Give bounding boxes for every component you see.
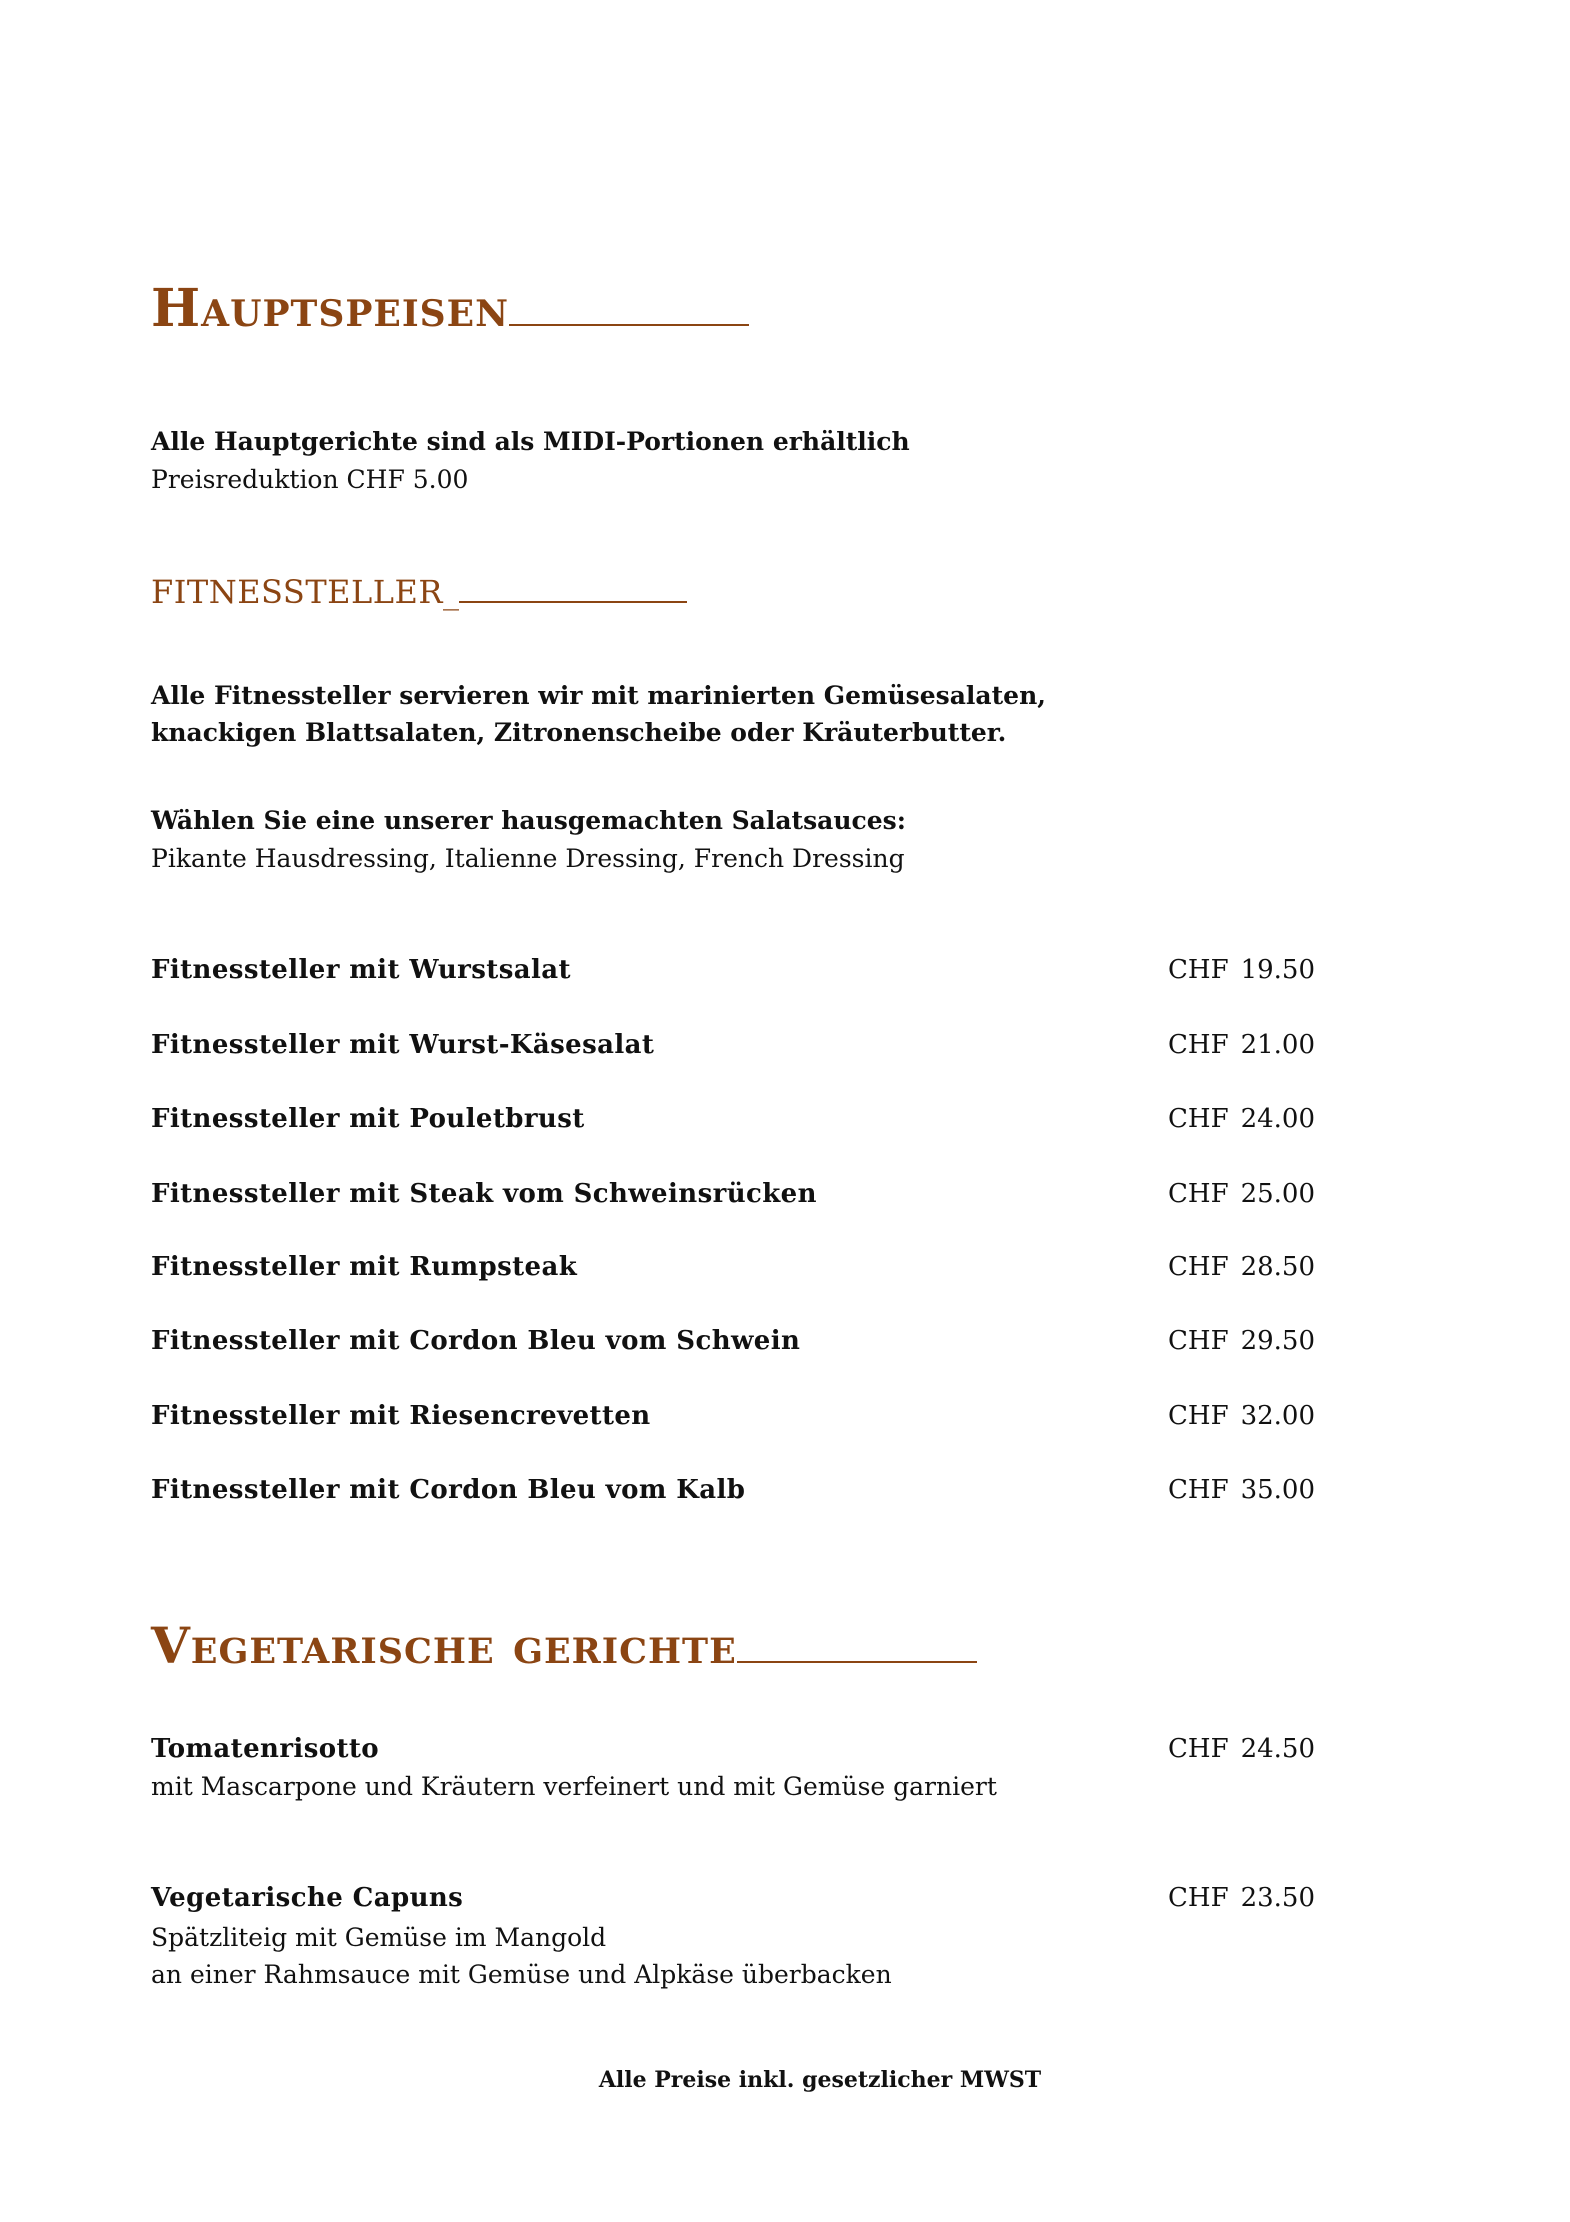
menu-item-description — [151, 1919, 892, 1993]
sauce-title: Wählen Sie eine unserer hausgemachten Salatsauces: — [151, 806, 906, 835]
menu-item-price: 25.00 — [1240, 1179, 1315, 1209]
menu-item-name: Vegetarische Capuns — [151, 1883, 464, 1913]
menu-item-currency: CHF — [1168, 1734, 1229, 1764]
menu-item-description-line-1: Spätzliteig mit Gemüse im Mangold — [151, 1923, 607, 1952]
menu-item-price: 32.00 — [1240, 1401, 1315, 1431]
menu-item-price: 19.50 — [1240, 955, 1315, 985]
menu-item-name: Fitnessteller mit Rumpsteak — [151, 1252, 578, 1282]
fitness-intro-line-2: knackigen Blattsalaten, Zitronenscheibe oder Kräuterbutter. — [151, 718, 1007, 747]
sauce-list: Pikante Hausdressing, Italienne Dressing, French Dressing — [151, 844, 905, 873]
menu-item-price: 28.50 — [1240, 1252, 1315, 1282]
heading-rule — [737, 1657, 977, 1663]
menu-item-description: mit Mascarpone und Kräutern verfeinert und mit Gemüse garniert — [151, 1772, 997, 1801]
menu-item-name: Fitnessteller mit Riesencrevetten — [151, 1401, 651, 1431]
menu-item-currency: CHF — [1168, 1030, 1229, 1060]
menu-item-currency: CHF — [1168, 1179, 1229, 1209]
menu-item-currency: CHF — [1168, 1252, 1229, 1282]
footer-vat-note: Alle Preise inkl. gesetzlicher MWST — [598, 2067, 1042, 2093]
menu-item-name: Fitnessteller mit Steak vom Schweinsrücken — [151, 1179, 817, 1209]
menu-item-currency: CHF — [1168, 1883, 1229, 1913]
heading-rule — [459, 597, 687, 603]
midi-note-price: Preisreduktion CHF 5.00 — [151, 465, 469, 494]
menu-item-currency: CHF — [1168, 1326, 1229, 1356]
menu-item-price: 24.50 — [1240, 1734, 1315, 1764]
menu-item-name: Fitnessteller mit Cordon Bleu vom Kalb — [151, 1475, 746, 1505]
menu-item-price: 23.50 — [1240, 1883, 1315, 1913]
section-title-vegetarisch — [151, 1616, 977, 1675]
menu-item-currency: CHF — [1168, 1104, 1229, 1134]
menu-item-name: Fitnessteller mit Wurst-Käsesalat — [151, 1030, 655, 1060]
menu-item-currency: CHF — [1168, 1401, 1229, 1431]
heading-rule — [509, 320, 749, 326]
section-title-fitnessteller — [151, 573, 687, 611]
menu-item-name: Tomatenrisotto — [151, 1734, 380, 1764]
menu-item-description-line-2: an einer Rahmsauce mit Gemüse und Alpkäse überbacken — [151, 1960, 892, 1989]
vegetarian-title-text: Vegetarische gerichte — [151, 1616, 737, 1675]
fitness-intro-line-1: Alle Fitnessteller servieren wir mit marinierten Gemüsesalaten, — [151, 681, 1046, 710]
fitness-intro — [151, 677, 1046, 751]
menu-item-price: 35.00 — [1240, 1475, 1315, 1505]
menu-item-name: Fitnessteller mit Pouletbrust — [151, 1104, 585, 1134]
menu-item-currency: CHF — [1168, 955, 1229, 985]
menu-item-name: Fitnessteller mit Wurstsalat — [151, 955, 571, 985]
section-title-hauptspeisen — [151, 278, 749, 339]
menu-item-price: 21.00 — [1240, 1030, 1315, 1060]
menu-item-name: Fitnessteller mit Cordon Bleu vom Schwein — [151, 1326, 801, 1356]
menu-item-currency: CHF — [1168, 1475, 1229, 1505]
fitness-title-text: FITNESSTELLER_ — [151, 573, 460, 611]
menu-item-price: 24.00 — [1240, 1104, 1315, 1134]
hauptspeisen-title-text: Hauptspeisen — [151, 278, 510, 339]
menu-item-price: 29.50 — [1240, 1326, 1315, 1356]
midi-note-title: Alle Hauptgerichte sind als MIDI-Portionen erhältlich — [151, 427, 910, 456]
